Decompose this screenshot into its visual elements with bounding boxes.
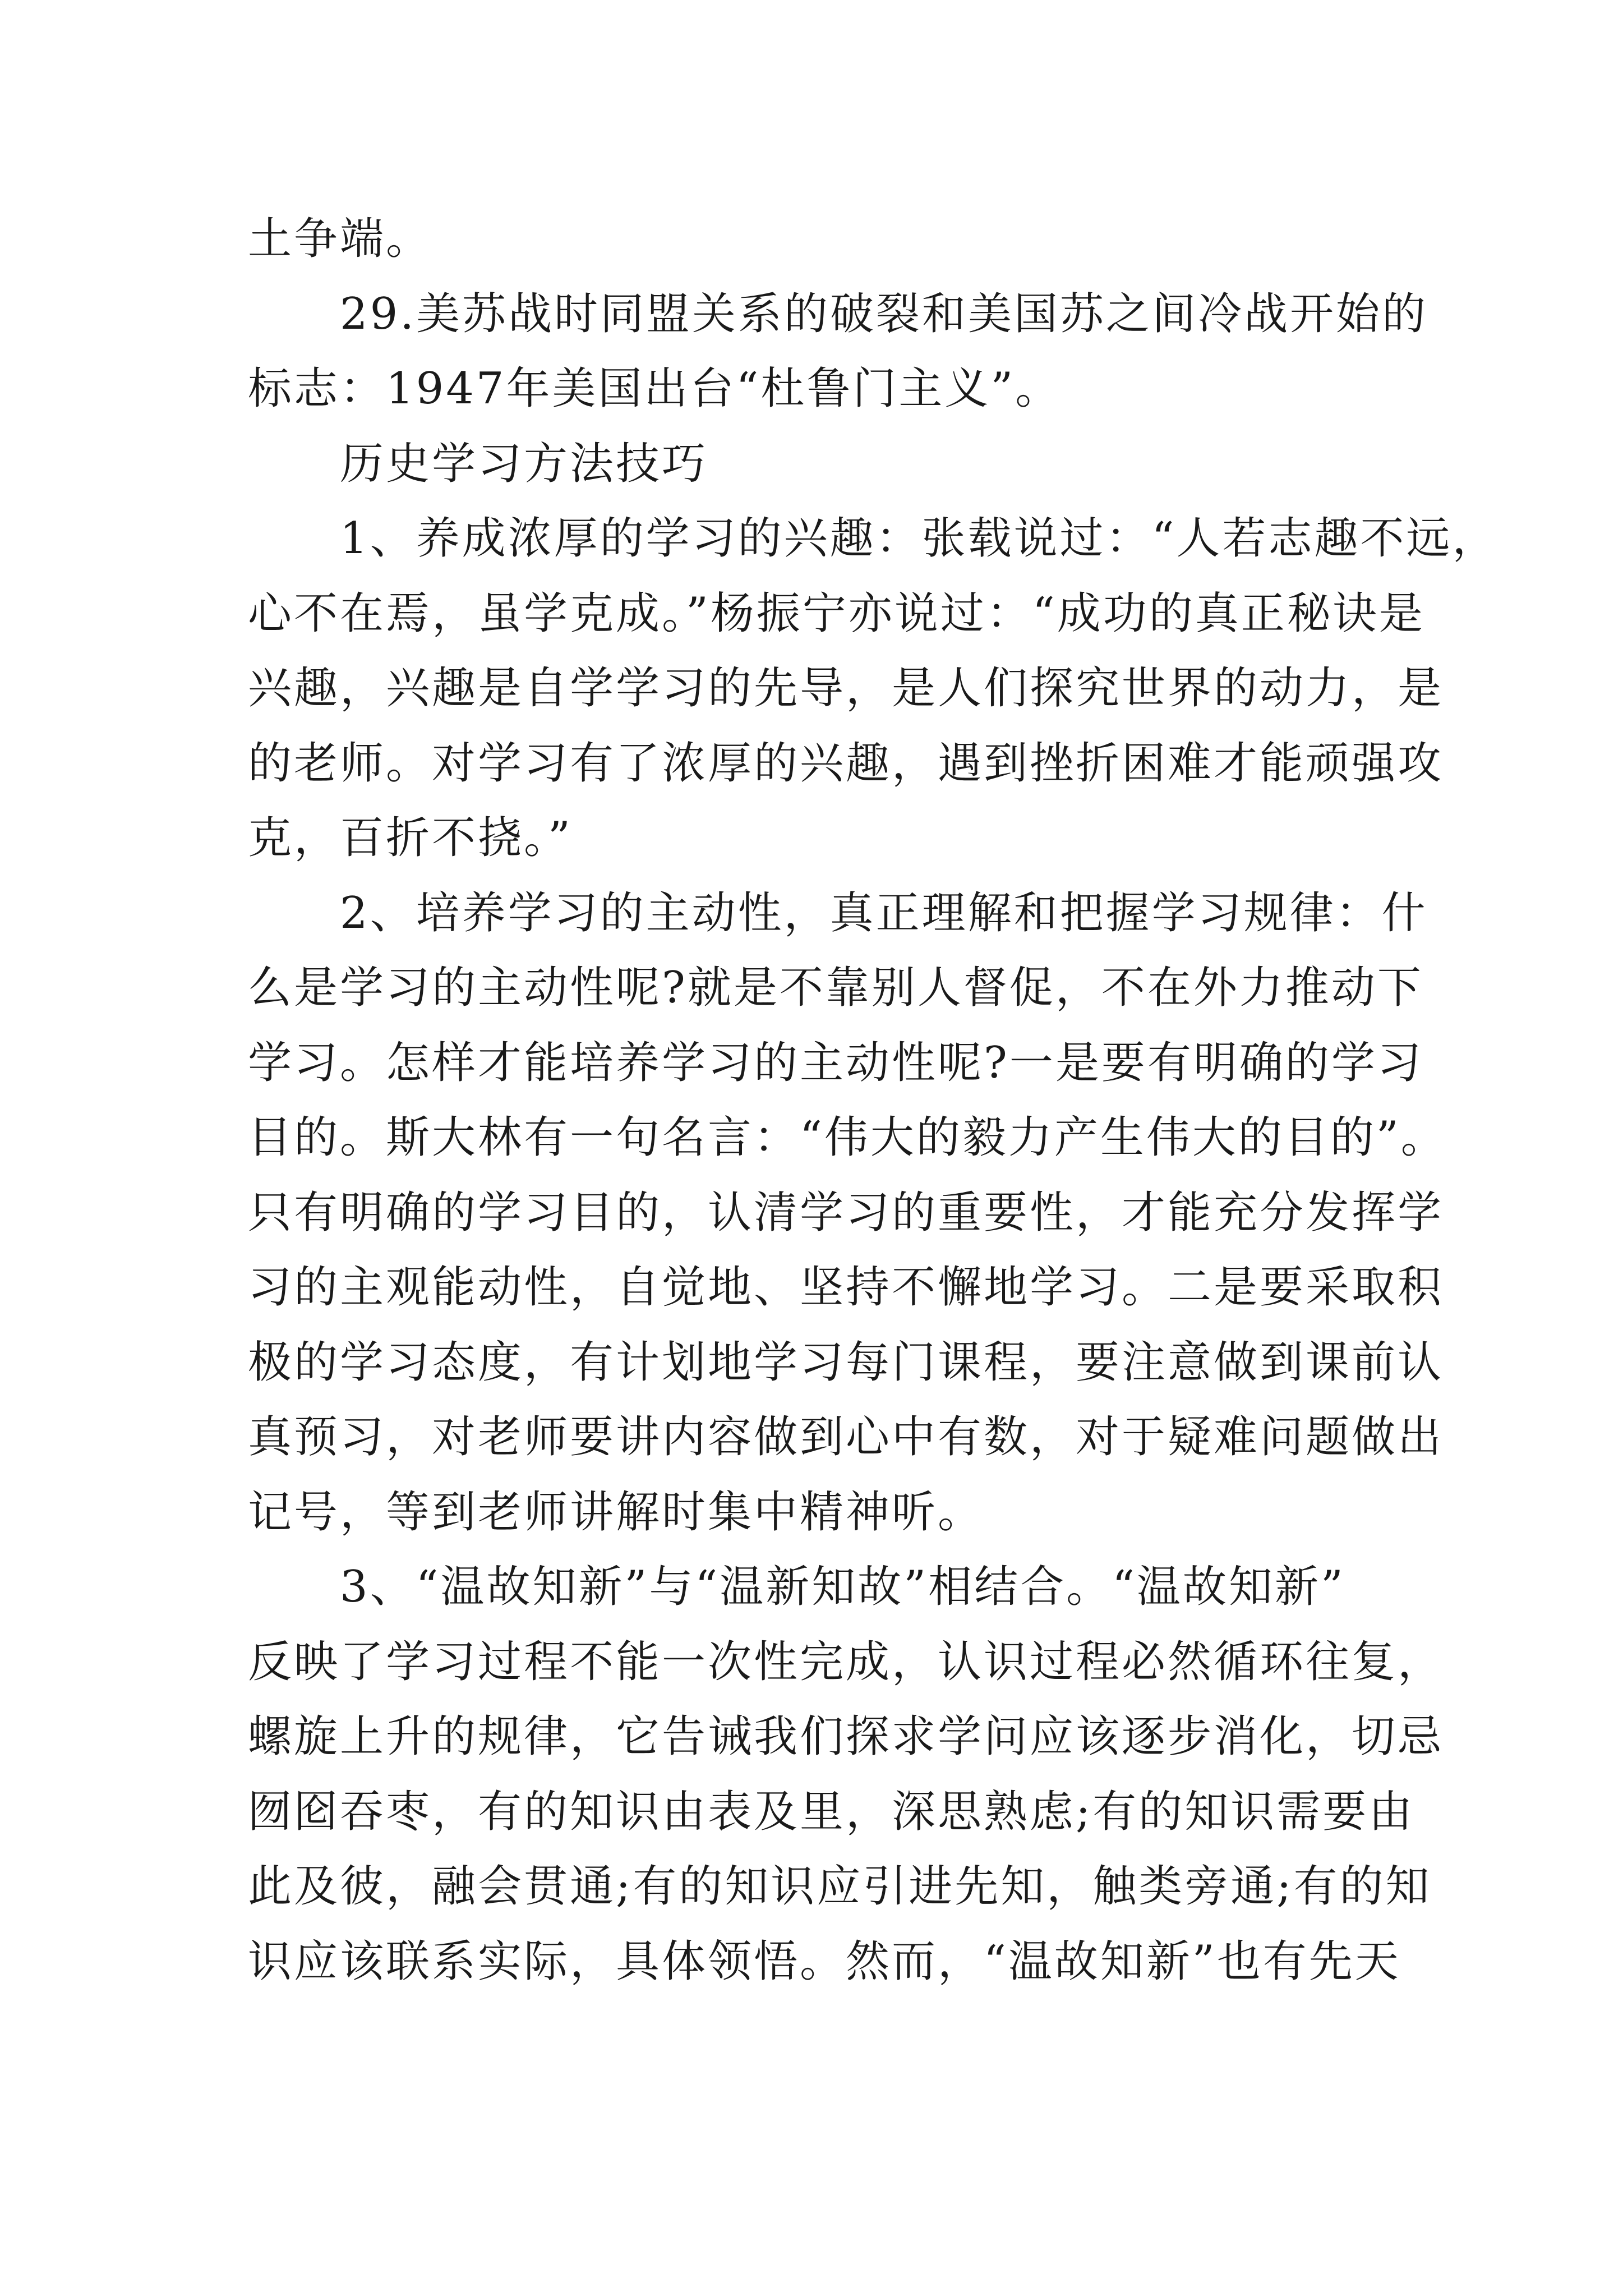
text-line: 学习。怎样才能培养学习的主动性呢?一是要有明确的学习 [248,1037,1423,1088]
section-heading: 历史学习方法技巧 [340,438,708,489]
text-line: 么是学习的主动性呢?就是不靠别人督促，不在外力推动下 [248,963,1423,1013]
text-line: 心不在焉，虽学克成。”杨振宁亦说过：“成功的真正秘诀是 [248,588,1425,639]
text-line: 识应该联系实际，具体领悟。然而，“温故知新”也有先天 [248,1936,1401,1987]
text-line: 真预习，对老师要讲内容做到心中有数，对于疑难问题做出 [248,1412,1444,1462]
text-line: 只有明确的学习目的，认清学习的重要性，才能充分发挥学 [248,1187,1444,1238]
text-line: 29.美苏战时同盟关系的破裂和美国苏之间冷战开始的 [340,288,1428,339]
text-line: 目的。斯大林有一句名言：“伟大的毅力产生伟大的目的”。 [248,1112,1447,1163]
text-line: 反映了学习过程不能一次性完成，认识过程必然循环往复， [248,1636,1444,1687]
text-line: 3、“温故知新”与“温新知故”相结合。“温故知新” [340,1562,1345,1612]
body-text [248,202,1498,1999]
text-line: 囫囵吞枣，有的知识由表及里，深思熟虑;有的知识需要由 [248,1786,1415,1837]
text-line: 克，百折不挠。” [248,813,573,863]
text-line: 习的主观能动性，自觉地、坚持不懈地学习。二是要采取积 [248,1262,1444,1313]
text-line: 2、培养学习的主动性，真正理解和把握学习规律：什 [340,887,1428,938]
text-line: 土争端。 [248,214,432,264]
text-line: 螺旋上升的规律，它告诫我们探求学问应该逐步消化，切忌 [248,1711,1444,1762]
text-line: 标志：1947年美国出台“杜鲁门主义”。 [248,364,1062,414]
text-line: 极的学习态度，有计划地学习每门课程，要注意做到课前认 [248,1337,1444,1388]
text-line: 兴趣，兴趣是自学学习的先导，是人们探究世界的动力，是 [248,663,1444,714]
text-line: 1、养成浓厚的学习的兴趣：张载说过：“人若志趣不远， [340,513,1498,564]
text-line: 记号，等到老师讲解时集中精神听。 [248,1487,984,1538]
text-line: 此及彼，融会贯通;有的知识应引进先知，触类旁通;有的知 [248,1861,1432,1912]
text-line: 的老师。对学习有了浓厚的兴趣，遇到挫折困难才能顽强攻 [248,738,1444,789]
